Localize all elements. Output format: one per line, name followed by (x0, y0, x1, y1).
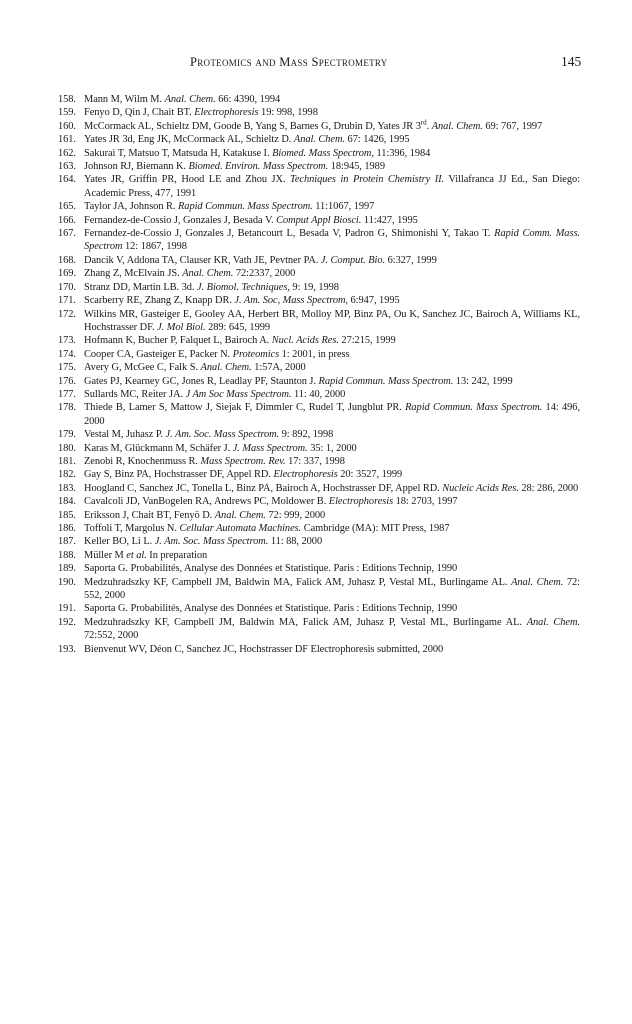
reference-segment: 69: 767, 1997 (482, 120, 543, 132)
reference-item (58, 348, 580, 361)
reference-text (84, 348, 580, 361)
reference-segment: Johnson RJ, Biemann K. (84, 161, 189, 173)
reference-journal: et al. (126, 549, 147, 561)
reference-segment: 6:327, 1999 (385, 254, 437, 266)
reference-item (58, 133, 580, 146)
reference-number: 158. (58, 94, 76, 105)
reference-number: 183. (58, 482, 76, 494)
reference-segment: Dancik V, Addona TA, Clauser KR, Vath JE, Pevtner PA. (84, 254, 321, 266)
reference-journal: Rapid Commun. Mass Spectrom. (178, 201, 313, 213)
reference-item (58, 160, 580, 173)
reference-journal: Cellular Automata Machines. (179, 523, 302, 534)
running-header (0, 55, 632, 71)
reference-segment: Karas M, Glückmann M, Schäfer J. (84, 442, 233, 454)
reference-segment: Yates JR, Griffin PR, Hood LE and Zhou JX. (84, 174, 291, 186)
reference-journal: Rapid Comm. Mass. Spectrom (84, 228, 580, 253)
reference-journal: Proteomics (232, 348, 280, 360)
reference-segment: 19: 998, 1998 (258, 107, 318, 119)
reference-number: 192. (58, 616, 76, 628)
reference-segment: Taylor JA, Johnson R. (84, 201, 178, 213)
reference-journal: J. Comput. Bio. (320, 254, 386, 266)
reference-number: 191. (58, 603, 76, 615)
reference-text (84, 495, 580, 508)
reference-segment: 6:947, 1995 (347, 295, 400, 307)
reference-segment: Medzuhradszky KF, Campbell JM, Baldwin MA, Falick AM, Juhasz P, Vestal ML, Burlingame AL. (84, 576, 512, 588)
reference-journal: J. Mol Biol. (157, 321, 206, 333)
reference-journal: Comput Appl Biosci. (276, 214, 362, 226)
reference-number: 175. (58, 362, 76, 374)
reference-number: 186. (58, 523, 76, 534)
reference-journal: Biomed. Environ. Mass Spectrom. (188, 161, 329, 173)
reference-journal: Anal. Chem. (182, 268, 234, 280)
reference-segment: Gay S, Binz PA, Hochstrasser DF, Appel RD. (84, 469, 274, 481)
reference-journal: Nucl. Acids Res. (271, 335, 339, 347)
reference-text (84, 428, 580, 441)
reference-number: 160. (58, 120, 76, 132)
reference-segment: 35: 1, 2000 (307, 442, 357, 454)
reference-number: 187. (58, 536, 76, 548)
reference-number: 163. (58, 161, 76, 173)
reference-item (58, 254, 580, 267)
reference-text (84, 562, 580, 575)
reference-number: 173. (58, 335, 76, 347)
reference-item (58, 93, 580, 106)
reference-item (58, 562, 580, 575)
reference-segment: 11: 88, 2000 (268, 536, 323, 548)
reference-segment: 289: 645, 1999 (205, 321, 271, 333)
reference-segment: 18: 2703, 1997 (393, 496, 458, 508)
reference-segment: 12: 1867, 1998 (122, 241, 187, 253)
reference-text (84, 576, 580, 603)
reference-text (84, 227, 580, 254)
reference-segment: Fenyo D, Qin J, Chait BT. (84, 107, 195, 119)
reference-number: 181. (58, 455, 76, 467)
reference-text (84, 214, 580, 227)
reference-item (58, 468, 580, 481)
reference-text (84, 375, 580, 388)
reference-journal: Anal. Chem. (164, 94, 216, 105)
reference-item (58, 455, 580, 468)
reference-number: 180. (58, 442, 76, 454)
reference-segment: 9: 892, 1998 (279, 429, 334, 441)
reference-item (58, 522, 580, 535)
reference-item (58, 576, 580, 603)
reference-number: 162. (58, 147, 76, 159)
reference-item (58, 281, 580, 294)
reference-number: 167. (58, 228, 76, 240)
reference-item (58, 388, 580, 401)
reference-journal: Biomed. Mass Spectrom, (272, 147, 374, 159)
reference-segment: 1: 2001, in press (279, 348, 350, 360)
reference-segment: Gates PJ, Kearney GC, Jones R, Leadlay PF, Staunton J. (84, 375, 319, 387)
reference-item (58, 428, 580, 441)
reference-item (58, 401, 580, 428)
reference-journal: Electrophoresis (194, 107, 259, 119)
reference-journal: Anal. Chem. (431, 120, 483, 132)
reference-segment: Saporta G. Probabilités, Analyse des Données et Statistique. Paris : Editions Technip, 1990 (84, 603, 458, 615)
reference-number: 177. (58, 388, 76, 400)
reference-segment: Cooper CA, Gasteiger E, Packer N. (84, 348, 233, 360)
reference-journal: Electrophoresis (273, 469, 338, 481)
reference-journal: Anal. Chem. (526, 616, 580, 628)
reference-segment: 13: 242, 1999 (453, 375, 513, 387)
reference-text (84, 254, 580, 267)
reference-text (84, 401, 580, 428)
reference-segment: 72: 552, 2000 (84, 576, 580, 602)
reference-item (58, 120, 580, 133)
reference-journal: Rapid Commun. Mass Spectrom. (405, 402, 543, 414)
reference-text (84, 281, 580, 294)
reference-text (84, 200, 580, 213)
reference-segment: Hoogland C, Sanchez JC, Tonella L, Binz PA, Bairoch A, Hochstrasser DF, Appel RD. (84, 482, 443, 494)
reference-journal: Anal. Chem. (214, 509, 266, 521)
reference-segment: Bienvenut WV, Déon C, Sanchez JC, Hochstrasser DF Electrophoresis submitted, 2000 (84, 643, 444, 655)
reference-item (58, 535, 580, 548)
reference-number: 164. (58, 174, 76, 186)
reference-number: 176. (58, 375, 76, 387)
reference-segment: 11:427, 1995 (361, 214, 418, 226)
reference-item (58, 549, 580, 562)
reference-item (58, 361, 580, 374)
reference-text (84, 549, 580, 562)
reference-segment: Mann M, Wilm M. (84, 94, 165, 105)
reference-item (58, 643, 580, 656)
reference-segment: 11:1067, 1997 (312, 201, 375, 213)
reference-text (84, 468, 580, 481)
reference-segment: Fernandez-de-Cossio J, Gonzales J, Besada V. (84, 214, 277, 226)
reference-segment: McCormack AL, Schieltz DM, Goode B, Yang S, Barnes G, Drubin D, Yates JR 3 (84, 120, 421, 132)
reference-number: 159. (58, 107, 76, 119)
reference-number: 189. (58, 563, 76, 575)
reference-segment: Avery G, McGee C, Falk S. (84, 362, 201, 374)
reference-segment: Wilkins MR, Gasteiger E, Gooley AA, Herbert BR, Molloy MP, Binz PA, Ou K, Sanchez JC, Bairoch A, Williams KL, Hochstrasser DF. (84, 308, 580, 333)
reference-segment: Yates JR 3d, Eng JK, McCormack AL, Schieltz D. (84, 134, 294, 146)
reference-segment: 72:552, 2000 (84, 630, 139, 642)
reference-journal: Nucleic Acids Res. (442, 482, 519, 494)
reference-segment: Sullards MC, Reiter JA. (84, 388, 186, 400)
reference-text (84, 455, 580, 468)
reference-segment: 14: 496, 2000 (84, 402, 581, 427)
reference-text (84, 334, 580, 347)
reference-segment: 67: 1426, 1995 (345, 134, 410, 146)
reference-journal: Electrophoresis (328, 496, 394, 508)
reference-segment: 11:396, 1984 (373, 147, 431, 159)
reference-journal: Anal. Chem. (511, 576, 564, 588)
reference-item (58, 147, 580, 160)
reference-number: 172. (58, 308, 76, 320)
reference-item (58, 106, 580, 119)
reference-segment: Keller BO, Li L. (84, 536, 155, 548)
reference-number: 169. (58, 268, 76, 280)
reference-number: 184. (58, 496, 76, 508)
reference-journal: Anal. Chem. (200, 362, 252, 374)
reference-segment: Stranz DD, Martin LB. 3d. (84, 281, 197, 293)
reference-number: 174. (58, 348, 76, 360)
reference-text (84, 173, 580, 200)
reference-segment: 28: 286, 2000 (518, 482, 579, 494)
reference-number: 165. (58, 201, 76, 213)
reference-segment: 17: 337, 1998 (285, 455, 345, 467)
reference-text (84, 442, 580, 455)
reference-number: 185. (58, 509, 76, 521)
reference-segment: 1:57A, 2000 (251, 362, 306, 374)
reference-journal: J. Biomol. Techniques (196, 281, 288, 293)
reference-segment: Vestal M, Juhasz P. (84, 429, 166, 441)
reference-segment: 11: 40, 2000 (291, 388, 346, 400)
reference-text (84, 267, 580, 280)
page-number: 145 (561, 54, 582, 69)
reference-segment: Hofmann K, Bucher P, Falquet L, Bairoch A. (84, 335, 272, 347)
reference-segment: , 9: 19, 1998 (287, 281, 339, 293)
reference-number: 179. (58, 429, 76, 441)
reference-item (58, 267, 580, 280)
reference-segment: 20: 3527, 1999 (337, 469, 403, 481)
reference-journal: Techniques in Protein Chemistry II. (290, 174, 445, 186)
reference-number: 166. (58, 214, 76, 226)
reference-segment: Saporta G. Probabilités, Analyse des Données et Statistique. Paris : Editions Technip, 1990 (84, 563, 458, 575)
reference-segment: Thiede B, Lamer S, Mattow J, Siejak F, Dimmler C, Rudel T, Jungblut PR. (84, 402, 406, 414)
reference-journal: Mass Spectrom. Rev. (200, 455, 286, 467)
reference-segment: Eriksson J, Chait BT, Fenyö D. (84, 509, 215, 521)
reference-text (84, 308, 580, 335)
reference-segment: Cambridge (MA): MIT Press, 1987 (301, 523, 450, 534)
reference-segment: . (426, 120, 432, 132)
reference-segment: Zenobi R, Knochenmuss R. (84, 455, 201, 467)
reference-text (84, 643, 580, 656)
reference-list (58, 93, 580, 656)
reference-journal: J Am Soc Mass Spectrom. (185, 388, 292, 400)
reference-text (84, 361, 580, 374)
reference-segment: In preparation (146, 549, 208, 561)
reference-journal: Rapid Commun. Mass Spectrom. (318, 375, 454, 387)
reference-journal: J. Mass Spectrom. (232, 442, 308, 454)
reference-segment: Müller M (84, 549, 127, 561)
reference-segment: 27:215, 1999 (338, 335, 396, 347)
reference-item (58, 509, 580, 522)
reference-number: 190. (58, 576, 76, 588)
reference-number: 193. (58, 643, 76, 655)
reference-text (84, 147, 580, 160)
running-title-text: Proteomics and Mass Spectrometry (190, 55, 388, 69)
reference-segment: Medzuhradszky KF, Campbell JM, Baldwin MA, Falick AM, Juhasz P, Vestal ML, Burlingame AL. (84, 616, 527, 628)
reference-item (58, 375, 580, 388)
reference-text (84, 616, 580, 643)
reference-segment: Villafranca JJ Ed., San Diego: Academic Press, 477, 1991 (84, 174, 580, 199)
reference-text (84, 133, 580, 146)
reference-segment: Cavalcoli JD, VanBogelen RA, Andrews PC, Moldower B. (84, 496, 329, 508)
reference-item (58, 214, 580, 227)
reference-item (58, 482, 580, 495)
reference-journal: Anal. Chem. (293, 134, 345, 146)
reference-item (58, 200, 580, 213)
reference-number: 188. (58, 549, 76, 561)
reference-text (84, 160, 580, 173)
reference-number: 171. (58, 295, 76, 307)
reference-number: 182. (58, 469, 76, 481)
reference-text (84, 509, 580, 522)
reference-segment: Zhang Z, McElvain JS. (84, 268, 183, 280)
reference-journal: J. Am. Soc. Mass Spectrom. (165, 429, 280, 441)
reference-journal: J. Am. Soc, Mass Spectrom, (234, 295, 348, 307)
reference-item (58, 616, 580, 643)
reference-text (84, 522, 580, 535)
reference-text (84, 388, 580, 401)
reference-number: 161. (58, 134, 76, 146)
reference-item (58, 294, 580, 307)
running-title (190, 55, 388, 70)
reference-segment: 72: 999, 2000 (265, 509, 326, 521)
reference-text (84, 535, 580, 548)
reference-item (58, 442, 580, 455)
reference-item (58, 308, 580, 335)
reference-segment: rd (420, 118, 427, 127)
reference-segment: 66: 4390, 1994 (215, 94, 281, 105)
reference-segment: Fernandez-de-Cossio J, Gonzales J, Betancourt L, Besada V, Padron G, Shimonishi Y, Takao T. (84, 228, 495, 240)
reference-number: 178. (58, 402, 76, 414)
reference-text (84, 120, 580, 133)
reference-text (84, 93, 580, 106)
reference-number: 170. (58, 281, 76, 293)
reference-segment: 72:2337, 2000 (233, 268, 296, 280)
reference-segment: Scarberry RE, Zhang Z, Knapp DR. (84, 295, 235, 307)
reference-item (58, 227, 580, 254)
reference-text (84, 602, 580, 615)
reference-segment: Toffoli T, Margolus N. (84, 523, 180, 534)
reference-item (58, 495, 580, 508)
reference-segment: Sakurai T, Matsuo T, Matsuda H, Katakuse I. (84, 147, 273, 159)
reference-item (58, 602, 580, 615)
reference-number: 168. (58, 254, 76, 266)
reference-text (84, 106, 580, 119)
reference-text (84, 294, 580, 307)
reference-item (58, 334, 580, 347)
reference-journal: J. Am. Soc. Mass Spectrom. (154, 536, 269, 548)
reference-segment: 18:945, 1989 (328, 161, 385, 173)
reference-item (58, 173, 580, 200)
reference-text (84, 482, 580, 495)
